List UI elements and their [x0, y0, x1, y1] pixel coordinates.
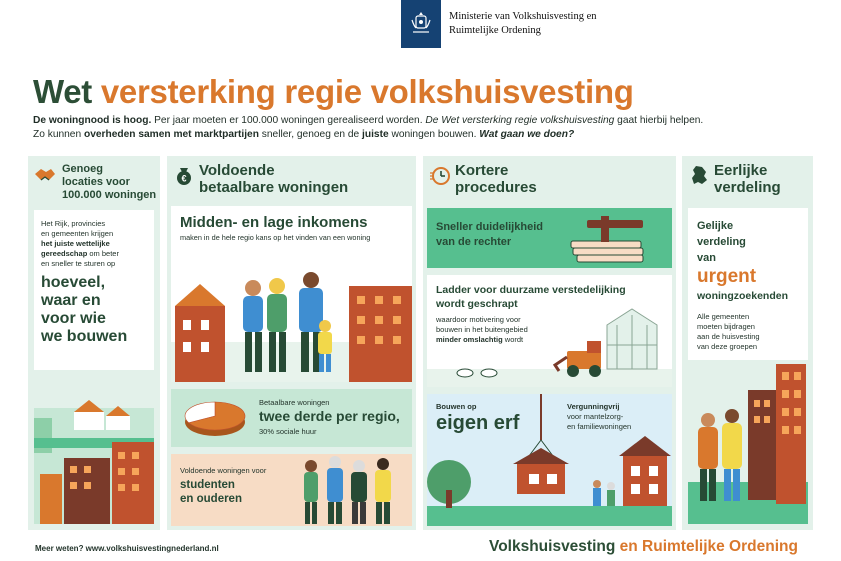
urgent-seekers-illustration — [688, 362, 808, 524]
ladder-title: Ladder voor duurzame verstedelijking wordt geschrapt — [436, 284, 626, 310]
income-text: maken in de hele regio kans op het vinden van een woning — [180, 233, 371, 242]
column-header — [423, 156, 676, 202]
locations-emphasis: hoeveel, waar en voor wie we bouwen — [41, 274, 128, 345]
court-text: Sneller duidelijkheid van de rechter — [436, 221, 543, 248]
intro-text: De woningnood is hoog. Per jaar moeten er 100.000 woningen gerealiseerd worden. De Wet versterking regie volkshuisvesting gaat hierbij helpen. Zo kunnen overheden samen met marktpartijen sneller, genoeg en de juiste woningen bouwen. Wat gaan we doen? — [33, 115, 704, 140]
students-elderly-illustration — [295, 454, 412, 526]
handshake-icon — [34, 164, 56, 186]
construction-illustration — [427, 305, 672, 387]
affordable-card — [171, 389, 412, 447]
column-distribution — [682, 156, 813, 530]
own-yard-small: Bouwen op — [436, 402, 477, 411]
urgent-label: urgent — [697, 266, 757, 287]
netherlands-map-icon — [688, 164, 710, 186]
seekers-label: woningzoekenden — [697, 290, 789, 302]
page-title: Wet versterking regie volkshuisvesting — [33, 73, 634, 110]
ministry-name: Ministerie van Volkshuisvesting en Ruimtelijke Ordening — [449, 11, 597, 36]
column-title: Kortere procedures — [455, 162, 537, 196]
city-illustration — [34, 378, 154, 524]
crane-house-illustration — [427, 394, 672, 526]
column-header — [682, 156, 813, 202]
footer-brand: Volkshuisvesting en Ruimtelijke Ordening — [489, 538, 798, 555]
column-affordable — [167, 156, 416, 530]
column-header — [167, 156, 416, 202]
distribution-card — [688, 208, 808, 360]
students-big: studenten en ouderen — [180, 479, 242, 505]
locations-text: Het Rijk, provincies en gemeenten krijgen het juiste wettelijke gereedschap om beter en sneller te sturen op — [41, 219, 119, 268]
pie-chart — [181, 398, 249, 438]
money-bag-icon — [173, 164, 195, 186]
distribution-text: Alle gemeenten moeten bijdragen aan de huisvesting van deze groepen — [697, 312, 760, 351]
court-card — [427, 208, 672, 268]
ministry-logo — [401, 0, 441, 48]
column-locations — [28, 156, 160, 530]
column-procedures — [423, 156, 676, 530]
affordable-big: twee derde per regio, — [259, 408, 400, 424]
income-card — [171, 206, 412, 382]
own-yard-big: eigen erf — [436, 412, 520, 434]
own-yard-right: Vergunningvrij voor mantelzorg- en familiewoningen — [567, 402, 632, 431]
affordable-small: Betaalbare woningen — [259, 398, 330, 407]
column-header — [28, 156, 160, 202]
ladder-card — [427, 275, 672, 387]
gavel-books-icon — [567, 212, 667, 268]
affordable-sub: 30% sociale huur — [259, 427, 317, 436]
stopwatch-icon — [429, 164, 451, 186]
column-title: Voldoende betaalbare woningen — [199, 162, 349, 196]
own-yard-card — [427, 394, 672, 526]
svg-text:€: € — [181, 173, 187, 184]
students-small: Voldoende woningen voor — [180, 466, 267, 475]
income-title: Midden- en lage inkomens — [180, 214, 368, 231]
families-illustration — [171, 266, 412, 382]
ladder-text: waardoor motivering voor bouwen in het buitengebied minder omslachtig wordt — [436, 315, 528, 344]
column-title: Genoeg locaties voor 100.000 woningen — [62, 163, 157, 201]
locations-card — [34, 210, 154, 370]
footer-link[interactable]: Meer weten? www.volkshuisvestingnederland.nl — [35, 544, 219, 553]
students-card — [171, 454, 412, 526]
coat-of-arms-icon — [409, 10, 433, 38]
column-title: Eerlijke verdeling — [714, 162, 781, 196]
distribution-title: Gelijke verdeling van — [697, 220, 746, 264]
